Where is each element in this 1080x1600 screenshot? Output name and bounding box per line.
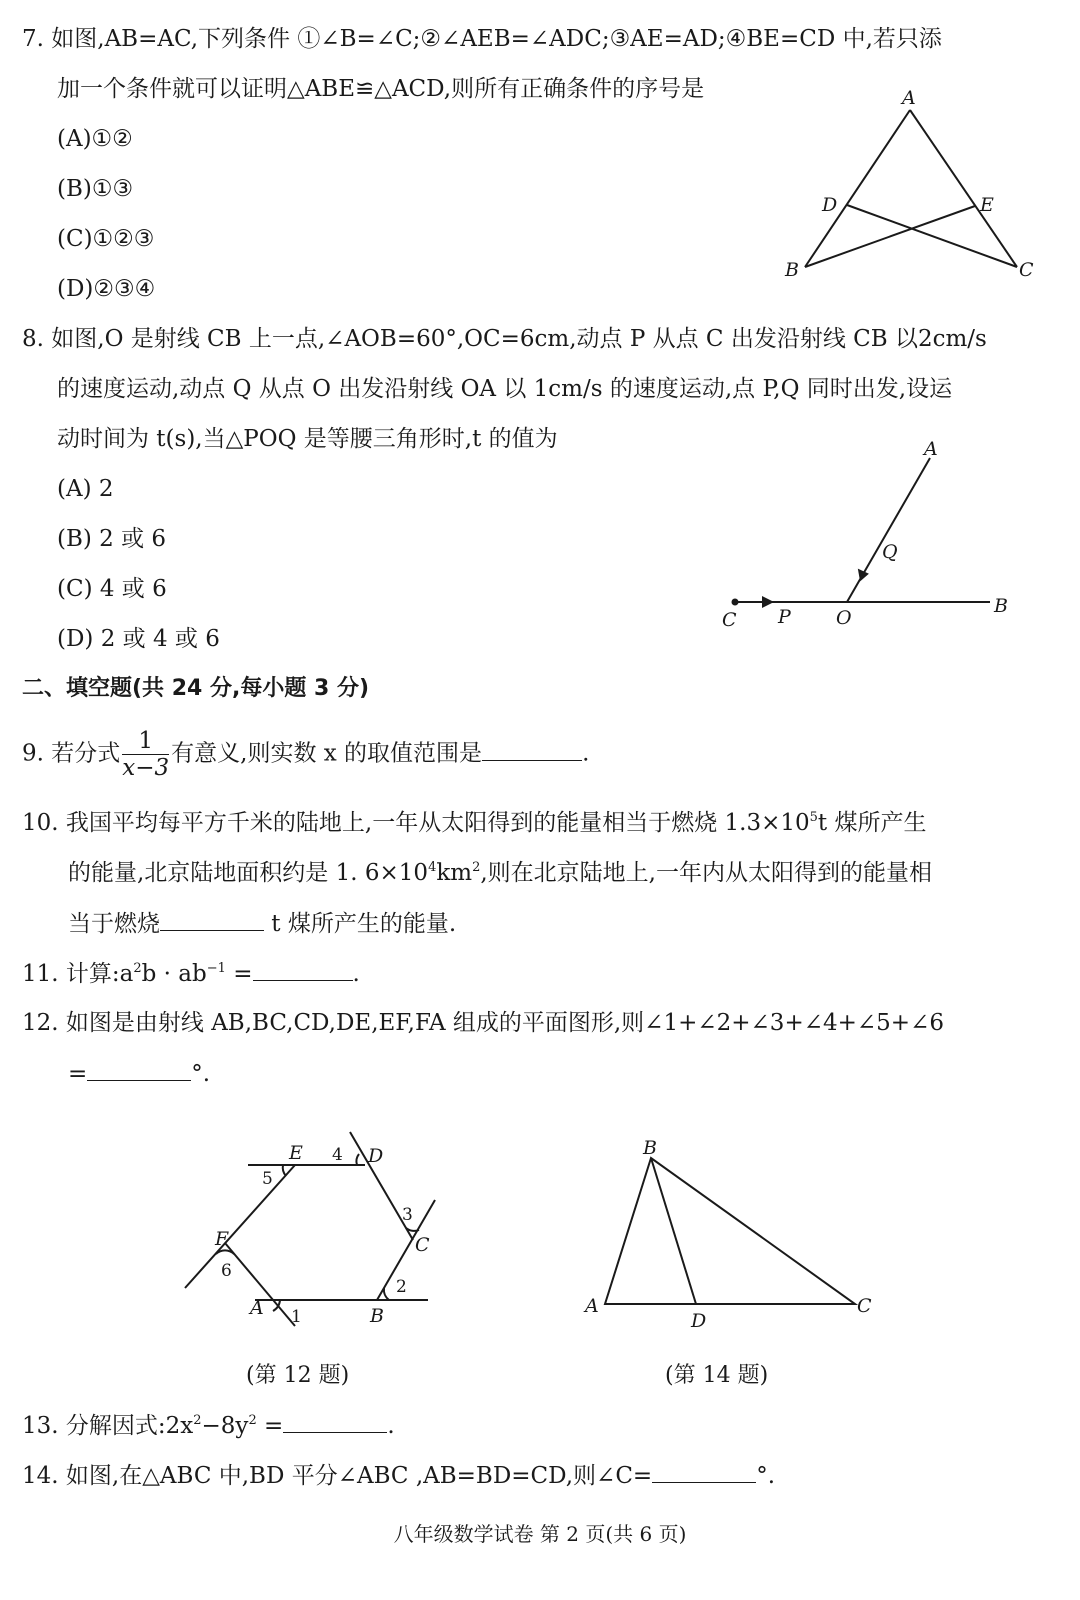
q11-prefix: 计算:a — [65, 961, 134, 987]
q7-number: 7. — [22, 26, 44, 52]
q14-figure — [575, 1130, 895, 1340]
q13-mid: −8y — [201, 1413, 249, 1439]
q8-text-1: 如图,O 是射线 CB 上一点,∠AOB=60°,OC=6cm,动点 P 从点 C 出发沿射线 CB 以2cm/s — [51, 326, 987, 352]
q10-answer-blank[interactable] — [160, 908, 264, 931]
q12-line1 — [22, 1008, 944, 1038]
q9-answer-blank[interactable] — [482, 738, 582, 761]
q8-line1 — [22, 324, 987, 354]
q11-number: 11. — [22, 961, 59, 987]
q7-option-c: (C)①②③ — [57, 226, 155, 252]
q14-caption: (第 14 题) — [665, 1363, 769, 1388]
q7-label-a: A — [902, 87, 916, 109]
q12-caption: (第 12 题) — [246, 1363, 350, 1388]
q12-label-e: E — [289, 1142, 303, 1164]
q9-number: 9. — [22, 740, 44, 767]
q8-label-o: O — [836, 607, 852, 629]
q12-answer-blank[interactable] — [87, 1058, 191, 1081]
q7-label-d: D — [822, 194, 838, 216]
q12-label-b: B — [370, 1305, 384, 1327]
q8-label-p: P — [778, 606, 791, 628]
q13-prefix: 分解因式:2x — [65, 1413, 194, 1439]
q10-exp-2: 2 — [472, 860, 481, 875]
q11-line — [22, 958, 360, 989]
q11-exp-1: 2 — [133, 961, 142, 976]
q12-label-a: A — [250, 1297, 264, 1319]
page-footer: 八年级数学试卷 第 2 页(共 6 页) — [393, 1522, 687, 1546]
q14-line — [22, 1460, 775, 1491]
q9-suffix: 有意义,则实数 x 的取值范围是 — [171, 740, 483, 767]
q10-line2-a: 的能量,北京陆地面积约是 1. 6×10 — [68, 860, 429, 886]
q10-exp-4: 4 — [428, 860, 437, 875]
q12-label-f: F — [215, 1228, 229, 1250]
q13-answer-blank[interactable] — [283, 1410, 387, 1433]
q9-prefix: 若分式 — [51, 740, 121, 767]
q9-fraction — [122, 728, 169, 781]
q12-line2 — [68, 1058, 210, 1089]
q12-angle-label-3: 3 — [402, 1205, 413, 1225]
q7-side-ab — [805, 110, 910, 267]
q12-angle-label-6: 6 — [221, 1261, 232, 1281]
q12-angle-label-4: 4 — [332, 1145, 343, 1165]
q10-line2 — [68, 858, 932, 888]
q8-option-b: (B) 2 或 6 — [57, 526, 167, 552]
q7-label-b: B — [785, 259, 799, 281]
q12-figure — [170, 1130, 440, 1350]
q11-exp-2: −1 — [206, 961, 226, 976]
q13-line — [22, 1410, 395, 1441]
q12-angle-4-arc — [356, 1154, 359, 1165]
q13-number: 13. — [22, 1413, 59, 1439]
q7-option-d: (D)②③④ — [57, 276, 156, 302]
q10-line2-b: km — [436, 860, 473, 886]
q7-side-ac — [910, 110, 1017, 267]
q7-label-e: E — [980, 194, 994, 216]
q12-ray-ef — [185, 1165, 295, 1288]
q10-line3-b: t 煤所产生的能量. — [264, 911, 457, 937]
q7-text-1: 如图,AB=AC,下列条件 ①∠B=∠C;②∠AEB=∠ADC;③AE=AD;④BE=CD 中,若只添 — [51, 26, 942, 52]
q7-label-c: C — [1019, 259, 1034, 281]
q14-number: 14. — [22, 1463, 59, 1489]
q8-option-a: (A) 2 — [57, 476, 114, 502]
q12-angle-6-arc — [216, 1250, 234, 1254]
q10-line1-b: t 煤所产生 — [817, 810, 927, 836]
q12-angle-5-arc — [283, 1165, 286, 1176]
q8-ray-oa — [847, 458, 930, 602]
q9-end: . — [582, 740, 590, 767]
q12-angle-label-1: 1 — [291, 1307, 302, 1327]
q14-label-c: C — [857, 1295, 872, 1317]
q12-eq: = — [68, 1061, 88, 1087]
q8-label-b: B — [994, 595, 1008, 617]
q8-option-c: (C) 4 或 6 — [57, 576, 167, 602]
q13-eq: = — [256, 1413, 284, 1439]
q14-triangle-abc — [605, 1158, 855, 1304]
q8-number: 8. — [22, 326, 44, 352]
q8-label-c: C — [722, 609, 737, 631]
q8-line2: 的速度运动,动点 Q 从点 O 出发沿射线 OA 以 1cm/s 的速度运动,点 P,Q 同时出发,设运 — [57, 376, 953, 402]
q7-option-a: (A)①② — [57, 126, 133, 152]
q12-label-c: C — [415, 1234, 430, 1256]
q10-line1 — [22, 808, 926, 838]
q12-angle-2-arc — [384, 1288, 389, 1300]
q14-label-d: D — [691, 1310, 707, 1332]
q8-arrow-p — [762, 596, 774, 608]
q8-line3: 动时间为 t(s),当△POQ 是等腰三角形时,t 的值为 — [57, 426, 558, 452]
q10-line1-a: 我国平均每平方千米的陆地上,一年从太阳得到的能量相当于燃烧 1.3×10 — [65, 810, 810, 836]
q10-line2-c: ,则在北京陆地上,一年内从太阳得到的能量相 — [480, 860, 932, 886]
q11-mid: b · ab — [141, 961, 207, 987]
q9-line — [22, 728, 589, 781]
q11-end: . — [352, 961, 360, 987]
q11-answer-blank[interactable] — [253, 958, 353, 981]
q8-figure — [710, 430, 1040, 640]
q8-option-d: (D) 2 或 4 或 6 — [57, 626, 220, 652]
q8-label-q: Q — [882, 541, 898, 563]
q7-line2: 加一个条件就可以证明△ABE≌△ACD,则所有正确条件的序号是 — [57, 76, 705, 102]
q14-answer-blank[interactable] — [652, 1460, 756, 1483]
q12-angle-label-2: 2 — [396, 1277, 407, 1297]
q12-end: °. — [191, 1061, 211, 1087]
q7-option-b: (B)①③ — [57, 176, 134, 202]
q10-line3 — [68, 908, 456, 939]
q12-text: 如图是由射线 AB,BC,CD,DE,EF,FA 组成的平面图形,则∠1+∠2+∠3+∠4+∠5+∠6 — [65, 1010, 944, 1036]
q7-line1 — [22, 24, 942, 54]
q9-fraction-denominator: x−3 — [122, 755, 170, 781]
q11-eq: = — [225, 961, 253, 987]
q14-label-a: A — [585, 1295, 599, 1317]
q13-exp-1: 2 — [193, 1413, 202, 1428]
q12-number: 12. — [22, 1010, 59, 1036]
q12-label-d: D — [368, 1145, 384, 1167]
q8-label-a: A — [924, 438, 938, 460]
q13-exp-2: 2 — [248, 1413, 257, 1428]
section2-title: 二、填空题(共 24 分,每小题 3 分) — [22, 676, 370, 701]
q9-fraction-numerator: 1 — [122, 728, 169, 755]
q14-segment-bd — [651, 1158, 696, 1304]
q7-figure — [770, 80, 1070, 290]
q14-end: °. — [756, 1463, 776, 1489]
q10-line3-a: 当于燃烧 — [68, 911, 160, 937]
q14-label-b: B — [643, 1137, 657, 1159]
q8-point-c — [732, 599, 739, 606]
q12-angle-label-5: 5 — [262, 1169, 273, 1189]
q10-number: 10. — [22, 810, 59, 836]
q10-exp-5: 5 — [809, 810, 818, 825]
q14-text: 如图,在△ABC 中,BD 平分∠ABC ,AB=BD=CD,则∠C= — [65, 1463, 653, 1489]
q13-end: . — [387, 1413, 395, 1439]
